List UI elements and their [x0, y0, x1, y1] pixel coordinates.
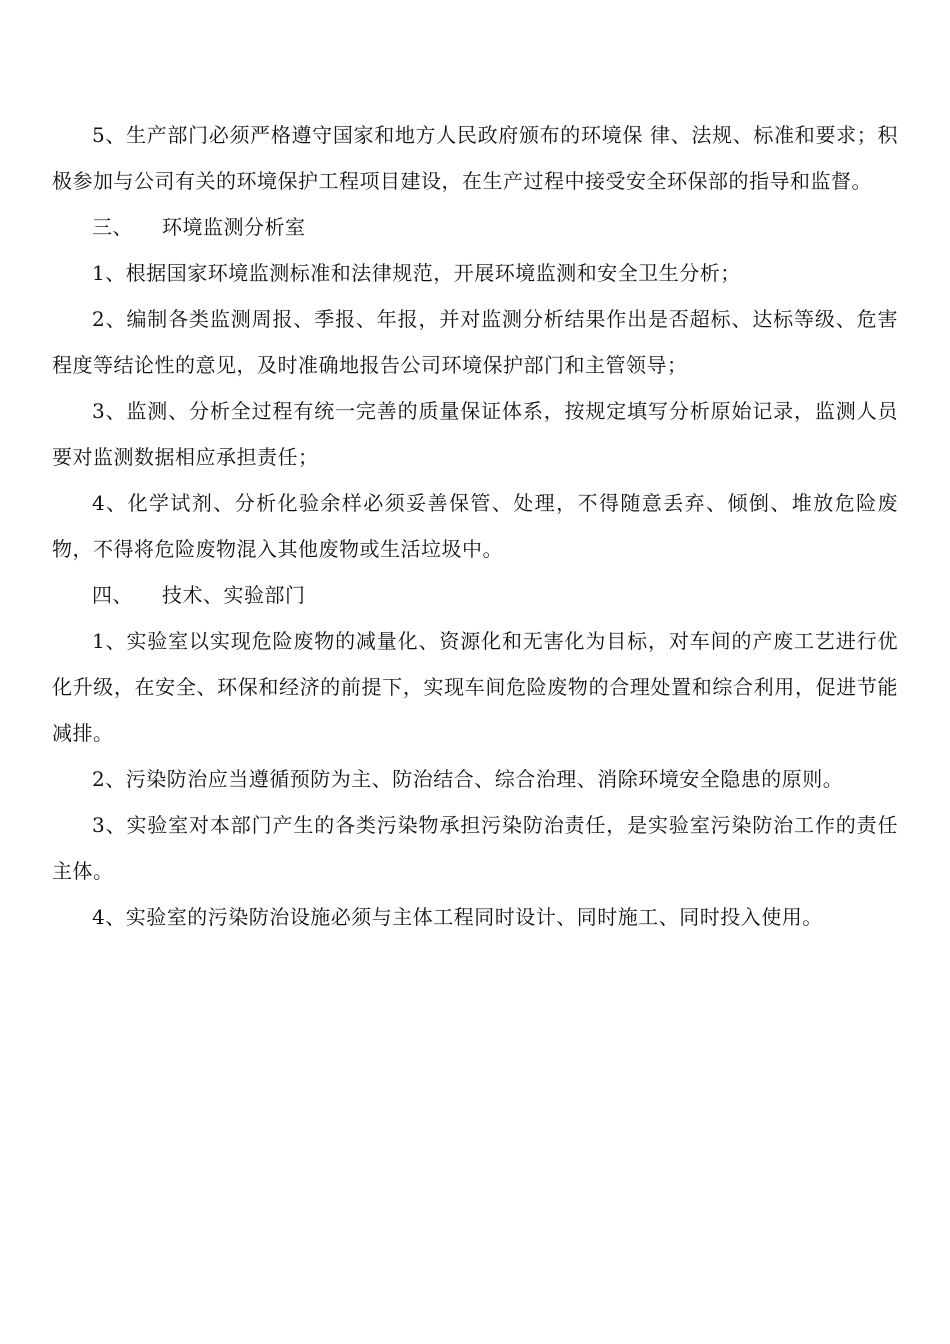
paragraph-lab-1: 1、实验室以实现危险废物的减量化、资源化和无害化为目标，对车间的产废工艺进行优化升级，在安全、环保和经济的前提下，实现车间危险废物的合理处置和综合利用，促进节能减排。: [52, 629, 898, 745]
paragraph-lab-4: 4、实验室的污染防治设施必须与主体工程同时设计、同时施工、同时投入使用。: [92, 905, 823, 929]
paragraph-monitoring-3: 3、监测、分析全过程有统一完善的质量保证体系，按规定填写分析原始记录，监测人员要对监测数据相应承担责任；: [52, 399, 898, 469]
document-body: [52, 112, 898, 940]
paragraph-lab-2: 2、污染防治应当遵循预防为主、防治结合、综合治理、消除环境安全隐患的原则。: [92, 767, 844, 791]
paragraph-monitoring-1: 1、根据国家环境监测标准和法律规范，开展环境监测和安全卫生分析；: [92, 261, 741, 285]
section-heading-4: [52, 572, 898, 618]
paragraph-monitoring-4: 4、化学试剂、分析化验余样必须妥善保管、处理，不得随意丢弃、倾倒、堆放危险废物，不得将危险废物混入其他废物或生活垃圾中。: [52, 491, 898, 561]
paragraph-monitoring-2: 2、编制各类监测周报、季报、年报，并对监测分析结果作出是否超标、达标等级、危害程度等结论性的意见，及时准确地报告公司环境保护部门和主管领导；: [52, 307, 898, 377]
section-heading-3: [52, 204, 898, 250]
paragraph-production-dept-5: 5、生产部门必须严格遵守国家和地方人民政府颁布的环境保 律、法规、标准和要求；积极参加与公司有关的环境保护工程项目建设，在生产过程中接受安全环保部的指导和监督。: [52, 123, 898, 193]
section-title: 环境监测分析室: [162, 215, 306, 239]
paragraph-lab-3: 3、实验室对本部门产生的各类污染物承担污染防治责任，是实验室污染防治工作的责任主体。: [52, 813, 898, 883]
section-number: 四、: [92, 583, 133, 607]
section-number: 三、: [92, 215, 133, 239]
section-title: 技术、实验部门: [162, 583, 306, 607]
